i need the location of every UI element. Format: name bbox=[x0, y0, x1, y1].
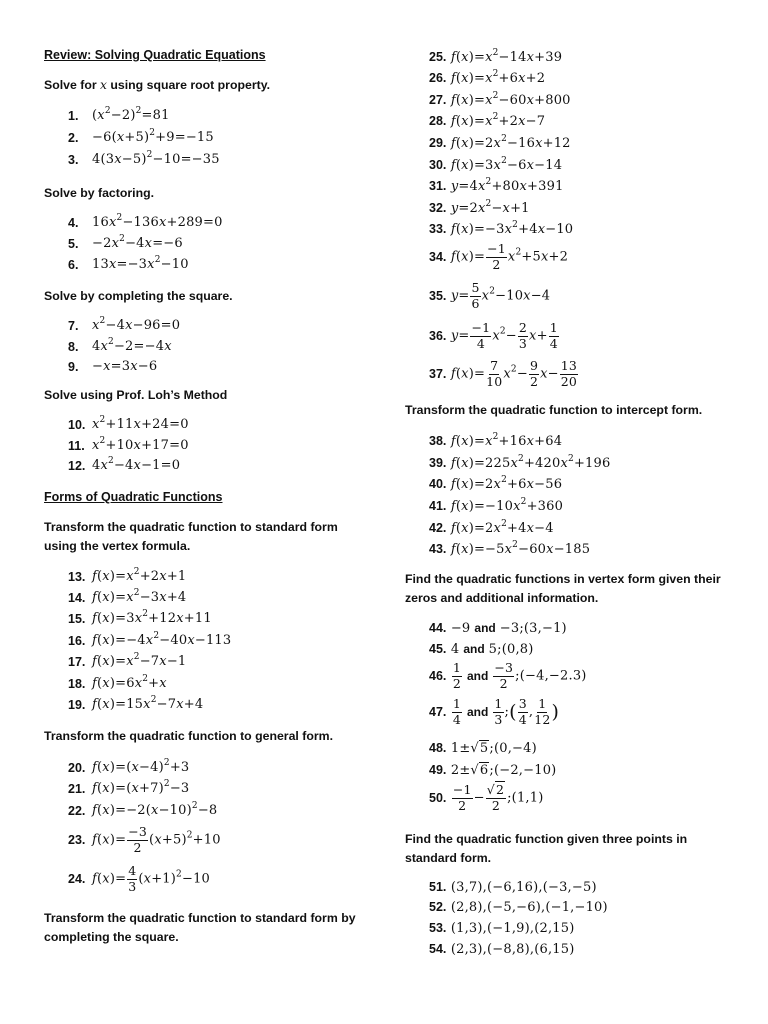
heading-vertex-formula: Transform the quadratic function to standard form using the vertex formula. bbox=[44, 520, 338, 553]
heading-square-root: Solve for x using square root property. bbox=[44, 78, 271, 92]
heading-loh-method: Solve using Prof. Loh’s Method bbox=[44, 388, 228, 402]
problem-23: 23. f(x)= $\frac{-3}{2}$ $(x+5)^2+10$ bbox=[68, 824, 221, 855]
problem-34: 34. f(x)= $\frac{-1}{2}$ $x^2+5x+2$ bbox=[429, 241, 569, 272]
problem-10: 10. $x^2+11x+24=0$ bbox=[68, 415, 189, 432]
problem-17: 17. $f(x)=x^2-7x-1$ bbox=[68, 652, 187, 669]
problem-1: 1. $(x^2-2)^2=81$ bbox=[68, 106, 170, 123]
problem-2: 2. $-6(x+5)^2+9=-15$ bbox=[68, 128, 214, 145]
problem-14: 14. $f(x)=x^2-3x+4$ bbox=[68, 588, 187, 605]
heading-vertex-from-zeros: Find the quadratic functions in vertex form given their zeros and additional information. bbox=[405, 572, 721, 605]
problem-11: 11. $x^2+10x+17=0$ bbox=[68, 436, 189, 453]
problem-47: 47. $\frac{1}{4}$ and $\frac{1}{3}$ ;( $\frac{3}{4}$ , $\frac{1}{12}$ ) bbox=[429, 696, 560, 727]
problem-50: 50. $\frac{-1}{2}$ − $\frac{√2}{2}$ ;(1,1) bbox=[429, 782, 544, 813]
problem-19: 19. $f(x)=15x^2-7x+4$ bbox=[68, 695, 204, 712]
problem-6: 6. $13x=-3x^2-10$ bbox=[68, 255, 189, 272]
problem-20: 20. $f(x)=(x-4)^2+3$ bbox=[68, 758, 190, 775]
problem-48: 48. 1±√5;(0,−4) bbox=[429, 740, 537, 756]
problem-49: 49. 2±√6;(−2,−10) bbox=[429, 762, 557, 778]
problem-39: 39. $f(x)=225x^2+420x^2+196$ bbox=[429, 453, 611, 471]
problem-26: 26. $f(x)=x^2+6x+2$ bbox=[429, 68, 546, 86]
section-title-review: Review: Solving Quadratic Equations bbox=[44, 48, 266, 62]
problem-9: 9. −x=3x−6 bbox=[68, 359, 158, 374]
problem-41: 41. $f(x)=-10x^2+360$ bbox=[429, 496, 564, 514]
heading-factoring: Solve by factoring. bbox=[44, 186, 155, 200]
problem-29: 29. $f(x)=2x^2-16x+12$ bbox=[429, 133, 571, 151]
problem-43: 43. $f(x)=-5x^2-60x-185$ bbox=[429, 539, 591, 557]
heading-general-form: Transform the quadratic function to general form. bbox=[44, 729, 334, 743]
problem-45: 45. 4 and 5;(0,8) bbox=[429, 641, 534, 657]
problem-53: 53. (1,3),(−1,9),(2,15) bbox=[429, 920, 575, 936]
problem-30: 30. $f(x)=3x^2-6x-14$ bbox=[429, 155, 563, 173]
problem-3: 3. $4(3x-5)^2-10=-35$ bbox=[68, 150, 220, 167]
problem-15: 15. $f(x)=3x^2+12x+11$ bbox=[68, 609, 212, 626]
problem-46: 46. $\frac{1}{2}$ and $\frac{-3}{2}$ ;(−4,−2.3) bbox=[429, 660, 587, 691]
problem-31: 31. $y=4x^2+80x+391$ bbox=[429, 176, 564, 194]
problem-13: 13. $f(x)=x^2+2x+1$ bbox=[68, 567, 187, 584]
problem-24: 24. f(x)= $\frac{4}{3}$ $(x+1)^2-10$ bbox=[68, 863, 211, 894]
problem-4: 4. $16x^2-136x+289=0$ bbox=[68, 213, 223, 230]
heading-completing-square: Solve by completing the square. bbox=[44, 289, 233, 303]
problem-25: 25. $f(x)=x^2-14x+39$ bbox=[429, 47, 563, 65]
problem-51: 51. (3,7),(−6,16),(−3,−5) bbox=[429, 879, 597, 895]
problem-33: 33. $f(x)=-3x^2+4x-10$ bbox=[429, 219, 574, 237]
problem-37: 37. f(x)= $\frac{7}{10}$ $x^2-$ $\frac{9}{2}$ x− $\frac{13}{20}$ bbox=[429, 358, 578, 389]
problem-12: 12. $4x^2-4x-1=0$ bbox=[68, 456, 181, 473]
problem-16: 16. $f(x)=-4x^2-40x-113$ bbox=[68, 631, 232, 648]
problem-8: 8. $4x^2-2=-4x$ bbox=[68, 337, 172, 354]
problem-44: 44. −9 and −3;(3,−1) bbox=[429, 620, 567, 636]
problem-35: 35. y= $\frac{5}{6}$ $x^2-10x-4$ bbox=[429, 280, 551, 311]
problem-54: 54. (2,3),(−8,8),(6,15) bbox=[429, 941, 575, 957]
heading-standard-completing: Transform the quadratic function to standard form by completing the square. bbox=[44, 911, 356, 944]
problem-40: 40. $f(x)=2x^2+6x-56$ bbox=[429, 474, 563, 492]
problem-21: 21. $f(x)=(x+7)^2-3$ bbox=[68, 779, 190, 796]
problem-42: 42. $f(x)=2x^2+4x-4$ bbox=[429, 518, 554, 536]
problem-28: 28. $f(x)=x^2+2x-7$ bbox=[429, 111, 546, 129]
problem-5: 5. $-2x^2-4x=-6$ bbox=[68, 234, 183, 251]
section-title-forms: Forms of Quadratic Functions bbox=[44, 490, 223, 504]
problem-32: 32. $y=2x^2-x+1$ bbox=[429, 198, 530, 216]
heading-three-points: Find the quadratic function given three points in standard form. bbox=[405, 832, 688, 865]
problem-36: 36. y= $\frac{-1}{4}$ $x^2-$ $\frac{2}{3}$ x+ $\frac{1}{4}$ bbox=[429, 320, 558, 351]
problem-27: 27. $f(x)=x^2-60x+800$ bbox=[429, 90, 571, 108]
problem-52: 52. (2,8),(−5,−6),(−1,−10) bbox=[429, 899, 608, 915]
problem-7: 7. $x^2-4x-96=0$ bbox=[68, 316, 181, 333]
problem-22: 22. $f(x)=-2(x-10)^2-8$ bbox=[68, 801, 218, 818]
heading-intercept-form: Transform the quadratic function to intercept form. bbox=[405, 403, 703, 417]
problem-18: 18. $f(x)=6x^2+x$ bbox=[68, 674, 167, 691]
problem-38: 38. $f(x)=x^2+16x+64$ bbox=[429, 431, 563, 449]
